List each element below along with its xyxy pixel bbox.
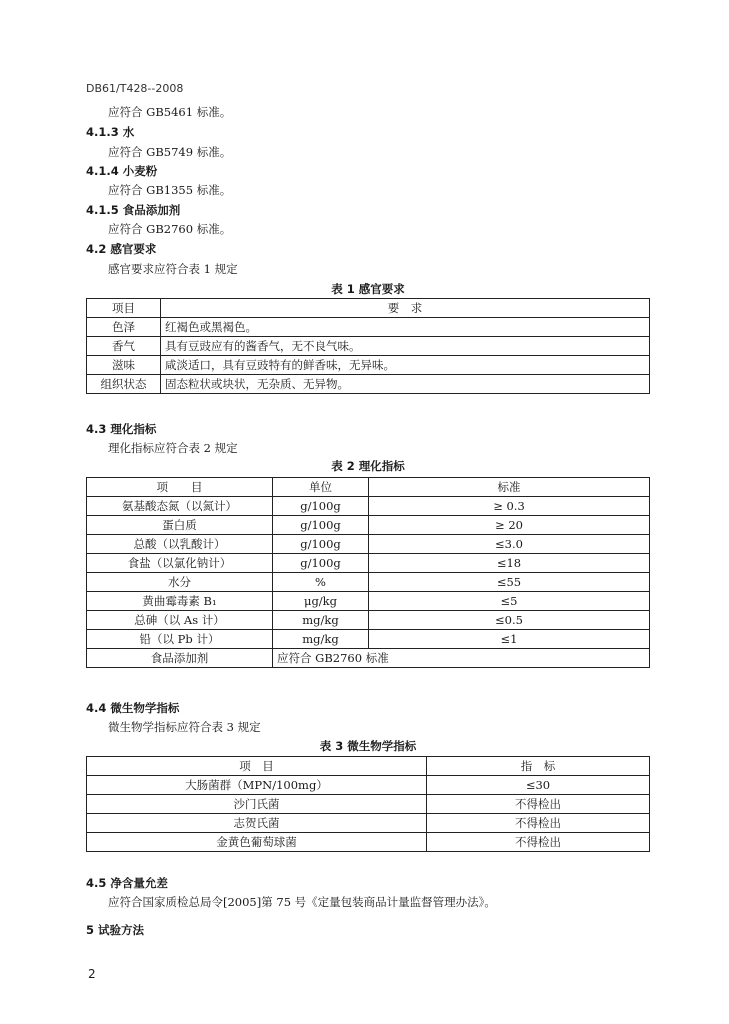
table-cell: ≤30 xyxy=(427,776,650,795)
table-cell: 组织状态 xyxy=(87,375,161,394)
table-cell: 志贺氏菌 xyxy=(87,814,427,833)
table-cell: g/100g xyxy=(273,554,369,573)
section-heading-4-3: 4.3 理化指标 xyxy=(86,422,157,436)
column-header: 项 目 xyxy=(87,757,427,776)
body-line: 理化指标应符合表 2 规定 xyxy=(108,441,238,455)
column-header: 要 求 xyxy=(161,299,650,318)
table1-sensory xyxy=(86,298,650,394)
table-cell: 红褐色或黑褐色。 xyxy=(161,318,650,337)
table-cell: g/100g xyxy=(273,516,369,535)
table-cell: 氨基酸态氮（以氮计） xyxy=(87,497,273,516)
table-cell: ≤3.0 xyxy=(369,535,650,554)
column-header: 项目 xyxy=(87,299,161,318)
table-row xyxy=(87,795,650,814)
table-row xyxy=(87,649,650,668)
table-row xyxy=(87,356,650,375)
table-cell: ≤0.5 xyxy=(369,611,650,630)
table-header-row xyxy=(87,299,650,318)
table-cell: 色泽 xyxy=(87,318,161,337)
table-row xyxy=(87,833,650,852)
table-row xyxy=(87,516,650,535)
table-row xyxy=(87,573,650,592)
table-cell: ≥ 0.3 xyxy=(369,497,650,516)
table-row xyxy=(87,630,650,649)
section-heading-4-4: 4.4 微生物学指标 xyxy=(86,701,180,715)
body-line: 应符合 GB5749 标准。 xyxy=(108,145,232,159)
column-header: 单位 xyxy=(273,478,369,497)
table2-caption: 表 2 理化指标 xyxy=(331,459,405,473)
table2-physicochemical xyxy=(86,477,650,668)
table-cell: 铅（以 Pb 计） xyxy=(87,630,273,649)
body-line: 应符合国家质检总局令[2005]第 75 号《定量包装商品计量监督管理办法》。 xyxy=(108,895,496,909)
body-line: 应符合 GB1355 标准。 xyxy=(108,183,232,197)
section-heading-5: 5 试验方法 xyxy=(86,923,145,937)
table-cell: 水分 xyxy=(87,573,273,592)
table-cell: ≤5 xyxy=(369,592,650,611)
table-cell: 金黄色葡萄球菌 xyxy=(87,833,427,852)
table-cell: ≤18 xyxy=(369,554,650,573)
body-line: 应符合 GB2760 标准。 xyxy=(108,222,232,236)
column-header: 项 目 xyxy=(87,478,273,497)
table-header-row xyxy=(87,478,650,497)
table-cell: ≤1 xyxy=(369,630,650,649)
table-header-row xyxy=(87,757,650,776)
table-cell: 固态粒状或块状，无杂质、无异物。 xyxy=(161,375,650,394)
table-cell: 大肠菌群（MPN/100mg） xyxy=(87,776,427,795)
table-cell: 蛋白质 xyxy=(87,516,273,535)
table1-caption: 表 1 感官要求 xyxy=(331,282,405,296)
table-row xyxy=(87,535,650,554)
standard-code: DB61/T428--2008 xyxy=(86,82,184,95)
table-row xyxy=(87,375,650,394)
table-cell: g/100g xyxy=(273,535,369,554)
table-row xyxy=(87,554,650,573)
table-cell: 不得检出 xyxy=(427,833,650,852)
section-heading-4-1-4: 4.1.4 小麦粉 xyxy=(86,164,158,178)
section-heading-4-2: 4.2 感官要求 xyxy=(86,242,157,256)
section-heading-4-1-5: 4.1.5 食品添加剂 xyxy=(86,203,181,217)
table-cell: 食盐（以氯化钠计） xyxy=(87,554,273,573)
section-heading-4-1-3: 4.1.3 水 xyxy=(86,125,135,139)
table-row xyxy=(87,497,650,516)
table-row xyxy=(87,318,650,337)
page-number: 2 xyxy=(88,967,96,981)
section-heading-4-5: 4.5 净含量允差 xyxy=(86,876,168,890)
table-cell: 应符合 GB2760 标准 xyxy=(273,649,650,668)
table-row xyxy=(87,592,650,611)
table-cell: 总砷（以 As 计） xyxy=(87,611,273,630)
table-cell: 香气 xyxy=(87,337,161,356)
body-line: 应符合 GB5461 标准。 xyxy=(108,105,232,119)
table-cell: 沙门氏菌 xyxy=(87,795,427,814)
table-row xyxy=(87,337,650,356)
table-cell: 咸淡适口，具有豆豉特有的鲜香味，无异味。 xyxy=(161,356,650,375)
table-cell: 不得检出 xyxy=(427,795,650,814)
table3-caption: 表 3 微生物学指标 xyxy=(319,739,417,753)
table-cell: % xyxy=(273,573,369,592)
table-row xyxy=(87,776,650,795)
table-cell: g/100g xyxy=(273,497,369,516)
table-row xyxy=(87,611,650,630)
table-cell: 滋味 xyxy=(87,356,161,375)
body-line: 感官要求应符合表 1 规定 xyxy=(108,262,238,276)
table3-microbiological xyxy=(86,756,650,852)
table-cell: ≥ 20 xyxy=(369,516,650,535)
table-cell: μg/kg xyxy=(273,592,369,611)
table-cell: 不得检出 xyxy=(427,814,650,833)
table-cell: 黄曲霉毒素 B₁ xyxy=(87,592,273,611)
body-line: 微生物学指标应符合表 3 规定 xyxy=(108,720,261,734)
table-cell: ≤55 xyxy=(369,573,650,592)
table-cell: mg/kg xyxy=(273,630,369,649)
table-row xyxy=(87,814,650,833)
table-cell: 食品添加剂 xyxy=(87,649,273,668)
column-header: 标准 xyxy=(369,478,650,497)
column-header: 指 标 xyxy=(427,757,650,776)
table-cell: mg/kg xyxy=(273,611,369,630)
table-cell: 总酸（以乳酸计） xyxy=(87,535,273,554)
table-cell: 具有豆豉应有的酱香气，无不良气味。 xyxy=(161,337,650,356)
